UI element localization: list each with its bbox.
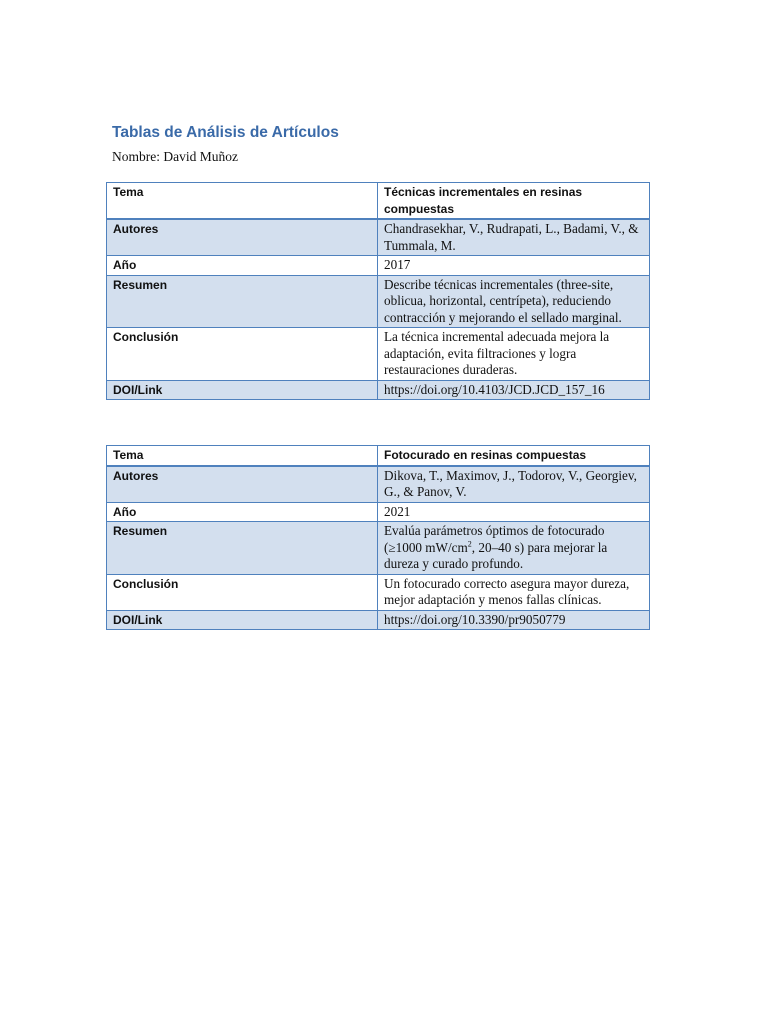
- value-resumen: Describe técnicas incrementales (three-site, oblicua, horizontal, centrípeta), reduciendo contracción y mejorando el sellado marginal.: [378, 275, 650, 328]
- table-row-anio: [107, 256, 650, 276]
- table-row-conclusion: [107, 328, 650, 381]
- document-title: Tablas de Análisis de Artículos: [112, 124, 339, 141]
- table-row-autores: [107, 219, 650, 256]
- resumen-text-pre: Evalúa parámetros óptimos de fotocurado (≥1000 mW/cm: [384, 523, 605, 555]
- article-table-2: [106, 445, 650, 630]
- label-resumen: Resumen: [107, 522, 378, 575]
- value-tema: Fotocurado en resinas compuestas: [378, 446, 650, 466]
- table-row-doi: [107, 380, 650, 400]
- table-row-anio: [107, 502, 650, 522]
- label-doi: DOI/Link: [107, 610, 378, 630]
- label-doi: DOI/Link: [107, 380, 378, 400]
- value-autores: Dikova, T., Maximov, J., Todorov, V., Georgiev, G., & Panov, V.: [378, 466, 650, 503]
- label-tema: Tema: [107, 183, 378, 220]
- table-row-tema: [107, 446, 650, 466]
- value-resumen: [378, 522, 650, 575]
- doi-link[interactable]: https://doi.org/10.3390/pr9050779: [378, 610, 650, 630]
- table-row-resumen: [107, 275, 650, 328]
- table-row-autores: [107, 466, 650, 503]
- doi-link[interactable]: https://doi.org/10.4103/JCD.JCD_157_16: [378, 380, 650, 400]
- value-conclusion: La técnica incremental adecuada mejora la adaptación, evita filtraciones y logra restauraciones duraderas.: [378, 328, 650, 381]
- resumen-superscript: 2: [467, 539, 472, 549]
- resumen-text-post: , 20–40 s) para mejorar la dureza y curado profundo.: [384, 539, 608, 571]
- label-conclusion: Conclusión: [107, 574, 378, 610]
- label-autores: Autores: [107, 466, 378, 503]
- label-conclusion: Conclusión: [107, 328, 378, 381]
- label-anio: Año: [107, 256, 378, 276]
- value-tema: Técnicas incrementales en resinas compuestas: [378, 183, 650, 220]
- label-tema: Tema: [107, 446, 378, 466]
- table-row-resumen: [107, 522, 650, 575]
- table-row-doi: [107, 610, 650, 630]
- label-resumen: Resumen: [107, 275, 378, 328]
- value-conclusion: Un fotocurado correcto asegura mayor dureza, mejor adaptación y menos fallas clínicas.: [378, 574, 650, 610]
- author-name: Nombre: David Muñoz: [112, 149, 238, 164]
- value-anio: 2021: [378, 502, 650, 522]
- table-row-conclusion: [107, 574, 650, 610]
- value-autores: Chandrasekhar, V., Rudrapati, L., Badami, V., & Tummala, M.: [378, 219, 650, 256]
- table-row-tema: [107, 183, 650, 220]
- label-autores: Autores: [107, 219, 378, 256]
- value-anio: 2017: [378, 256, 650, 276]
- label-anio: Año: [107, 502, 378, 522]
- article-table-1: [106, 182, 650, 400]
